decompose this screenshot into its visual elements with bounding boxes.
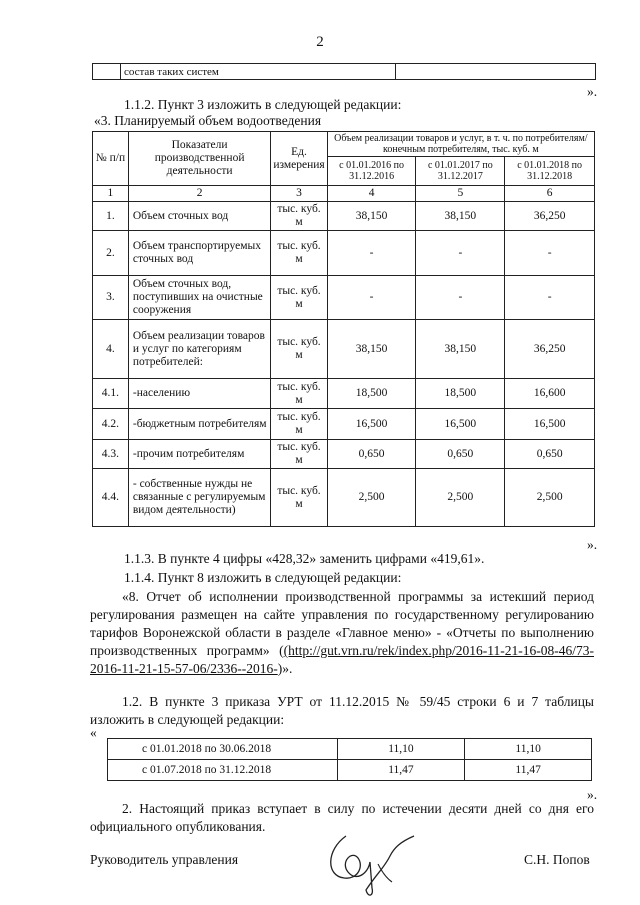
tariff-table: [107, 738, 592, 781]
row-name: -населению: [128, 379, 270, 409]
row-value: 16,500: [416, 409, 505, 440]
header-period-2016: с 01.01.2016 по 31.12.2016: [327, 157, 416, 186]
empty-cell: [396, 64, 596, 80]
table-row: [93, 440, 595, 469]
header-indicator: Показатели производственной деятельности: [128, 132, 270, 186]
header-unit: Ед. измерения: [271, 132, 327, 186]
header-num: № п/п: [93, 132, 129, 186]
header-period-2018: с 01.01.2018 по 31.12.2018: [505, 157, 595, 186]
quote-close: ».: [587, 787, 598, 802]
row-num: 4.1.: [93, 379, 129, 409]
row-value: 38,150: [327, 320, 416, 379]
row-num: 1.: [93, 202, 129, 231]
para-8-text: «8. Отчет об исполнении производственной программы за истекший период регулирования размещен на сайте управления по государственному регулированию тарифов Воронежской области в разделе «Главное меню» - «Отчеты по выполнению производственных программ» (: [90, 589, 594, 658]
row-num: 4.: [93, 320, 129, 379]
previous-table-fragment: [92, 63, 596, 80]
row-unit: тыс. куб. м: [271, 379, 327, 409]
quote-open: «: [90, 725, 97, 740]
row-name: -бюджетным потребителям: [128, 409, 270, 440]
table-row: [93, 202, 595, 231]
row-unit: тыс. куб. м: [271, 409, 327, 440]
report-link[interactable]: (http://gut.vrn.ru/rek/index.php/2016-11-21-16-08-46/73-2016-11-21-15-57-06/2336--2016-: [90, 643, 594, 676]
row-value: -: [416, 231, 505, 276]
signer-title: Руководитель управления: [90, 852, 239, 867]
row-name: Объем реализации товаров и услуг по категориям потребителей:: [128, 320, 270, 379]
table-row: [93, 409, 595, 440]
row-value: 38,150: [327, 202, 416, 231]
row-value: 2,500: [416, 469, 505, 527]
col-number: 1: [93, 186, 129, 202]
row-value: 2,500: [505, 469, 595, 527]
row-value: 2,500: [327, 469, 416, 527]
para-8-tail: )».: [277, 661, 293, 676]
para-2: 2. Настоящий приказ вступает в силу по истечении десяти дней со дня его официального опубликования.: [90, 801, 594, 834]
row-value: 36,250: [505, 320, 595, 379]
row-value: -: [505, 276, 595, 320]
table-row: [108, 760, 592, 781]
wastewater-volume-table: [92, 131, 595, 527]
tariff-value: 11,10: [337, 739, 465, 760]
row-num: 3.: [93, 276, 129, 320]
row-value: 0,650: [327, 440, 416, 469]
header-period-2017: с 01.01.2017 по 31.12.2017: [416, 157, 505, 186]
row-name: Объем сточных вод, поступивших на очистные сооружения: [128, 276, 270, 320]
row-name: Объем сточных вод: [128, 202, 270, 231]
row-value: 16,500: [327, 409, 416, 440]
row-unit: тыс. куб. м: [271, 231, 327, 276]
section-3-title: «3. Планируемый объем водоотведения: [94, 113, 322, 128]
row-value: 36,250: [505, 202, 595, 231]
row-unit: тыс. куб. м: [271, 202, 327, 231]
table-row: [93, 379, 595, 409]
table-row: [108, 739, 592, 760]
row-unit: тыс. куб. м: [271, 320, 327, 379]
page-number: 2: [316, 34, 324, 50]
col-number: 5: [416, 186, 505, 202]
row-value: 16,600: [505, 379, 595, 409]
row-value: 18,500: [327, 379, 416, 409]
para-8: [90, 588, 594, 678]
row-name: - собственные нужды не связанные с регулируемым видом деятельности): [128, 469, 270, 527]
tariff-period: с 01.01.2018 по 30.06.2018: [108, 739, 338, 760]
signature-icon: [318, 828, 428, 900]
table-row: [93, 276, 595, 320]
row-value: -: [327, 276, 416, 320]
col-number: 2: [128, 186, 270, 202]
tariff-value: 11,47: [337, 760, 465, 781]
row-value: -: [505, 231, 595, 276]
row-value: 38,150: [416, 202, 505, 231]
row-value: 38,150: [416, 320, 505, 379]
header-volume: Объем реализации товаров и услуг, в т. ч. по потребителям/ конечным потребителям, тыс. куб. м: [327, 132, 594, 157]
row-num: 4.4.: [93, 469, 129, 527]
row-value: -: [327, 231, 416, 276]
row-value: 0,650: [416, 440, 505, 469]
quote-close: ».: [587, 537, 598, 552]
row-name: Объем транспортируемых сточных вод: [128, 231, 270, 276]
table-row: [93, 231, 595, 276]
para-1-2: 1.2. В пункте 3 приказа УРТ от 11.12.2015 № 59/45 строки 6 и 7 таблицы изложить в следующей редакции:: [90, 694, 594, 727]
tariff-value: 11,47: [465, 760, 592, 781]
table-row: [93, 320, 595, 379]
row-value: -: [416, 276, 505, 320]
systems-cell: состав таких систем: [120, 64, 395, 80]
para-1-1-4: 1.1.4. Пункт 8 изложить в следующей редакции:: [124, 570, 402, 585]
row-num: 4.3.: [93, 440, 129, 469]
row-value: 18,500: [416, 379, 505, 409]
quote-close: ».: [587, 84, 598, 99]
row-unit: тыс. куб. м: [271, 276, 327, 320]
col-number: 3: [271, 186, 327, 202]
row-unit: тыс. куб. м: [271, 440, 327, 469]
signer-name: С.Н. Попов: [524, 852, 590, 867]
row-num: 2.: [93, 231, 129, 276]
row-value: 0,650: [505, 440, 595, 469]
row-unit: тыс. куб. м: [271, 469, 327, 527]
row-num: 4.2.: [93, 409, 129, 440]
col-number: 6: [505, 186, 595, 202]
empty-cell: [93, 64, 121, 80]
para-1-1-3: 1.1.3. В пункте 4 цифры «428,32» заменить цифрами «419,61».: [124, 551, 485, 566]
tariff-value: 11,10: [465, 739, 592, 760]
table-row: [93, 469, 595, 527]
para-1-1-2: 1.1.2. Пункт 3 изложить в следующей редакции:: [124, 97, 402, 112]
row-value: 16,500: [505, 409, 595, 440]
tariff-period: с 01.07.2018 по 31.12.2018: [108, 760, 338, 781]
col-number: 4: [327, 186, 416, 202]
row-name: -прочим потребителям: [128, 440, 270, 469]
